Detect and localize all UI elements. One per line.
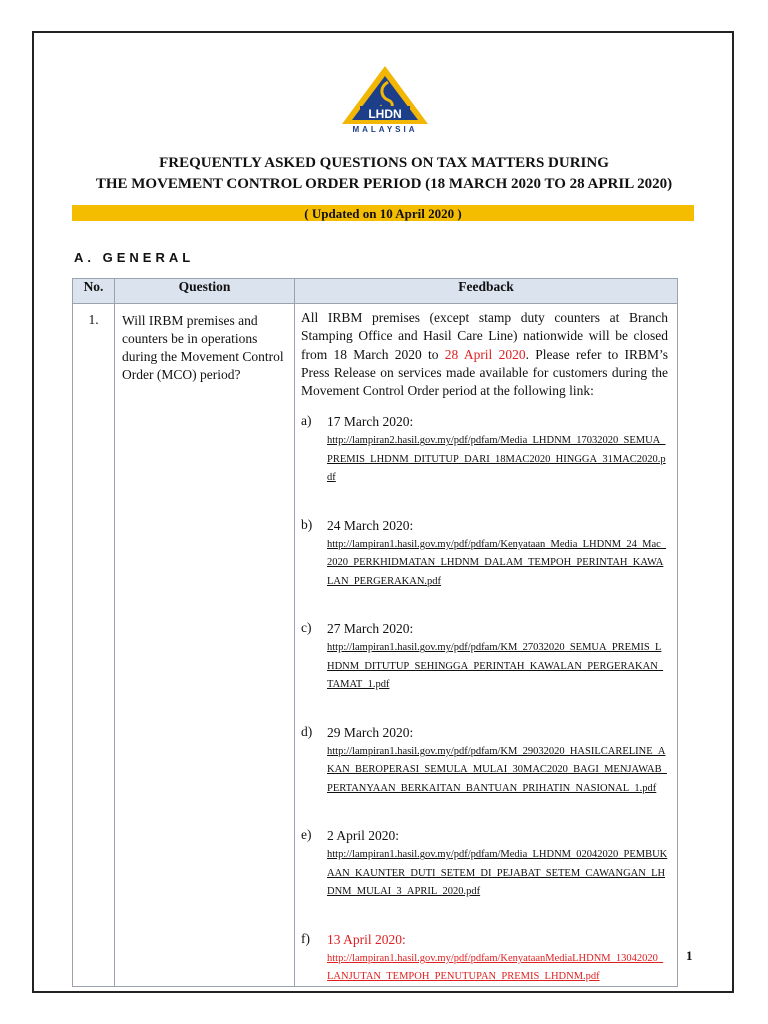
item-letter: e) <box>301 827 312 843</box>
updated-banner: ( Updated on 10 April 2020 ) <box>72 205 694 221</box>
table-header-row <box>73 279 678 304</box>
faq-table <box>72 278 678 987</box>
item-date: 27 March 2020: <box>327 621 414 637</box>
item-date: 29 March 2020: <box>327 724 414 740</box>
list-item <box>301 620 668 694</box>
list-item <box>301 413 668 487</box>
feedback-intro <box>301 309 668 400</box>
item-date: 2 April 2020: <box>327 828 400 844</box>
item-link[interactable]: http://lampiran1.hasil.gov.my/pdf/pdfam/KM_27032020_SEMUA_PREMIS_LHDNM_DITUTUP_SEHINGGA_PERINTAH_KAWALAN_PERGERAKAN_TAMAT_1.pdf <box>327 642 664 691</box>
page-number: 1 <box>686 948 693 963</box>
intro-text-after: . Please refer to IRBM’s Press Release on services made available for customers during the Movement Control Order period at the following link: <box>301 346 668 399</box>
intro-highlight-date: 28 April 2020 <box>444 346 526 362</box>
intro-text-before: All IRBM premises (except stamp duty counters at Branch Stamping Office and Hasil Care Line) nationwide will be closed from 18 March 2020 to <box>301 310 668 362</box>
list-item <box>301 517 668 591</box>
item-date: 17 March 2020: <box>327 414 414 430</box>
header-question: Question <box>115 279 295 304</box>
item-letter: d) <box>301 723 313 739</box>
item-link[interactable]: http://lampiran1.hasil.gov.my/pdf/pdfam/KM_29032020_HASILCARELINE_AKAN_BEROPERASI_SEMULA_MULAI_30MAC2020_BAGI_MENJAWAB_PERTANYAAN_BERKAITAN_BANTUAN_PRIHATIN_NASIONAL_1.pdf <box>327 745 667 794</box>
item-letter: b) <box>301 516 313 532</box>
header-feedback: Feedback <box>295 279 678 304</box>
page-title-line2: THE MOVEMENT CONTROL ORDER PERIOD (18 MARCH 2020 TO 28 APRIL 2020) <box>95 176 673 192</box>
item-link[interactable]: http://lampiran2.hasil.gov.my/pdf/pdfam/Media_LHDNM_17032020_SEMUA_PREMIS_LHDNM_DITUTUP_DARI_18MAC2020_HINGGA_31MAC2020.pdf <box>327 435 666 484</box>
item-date: 24 March 2020: <box>327 517 414 533</box>
item-letter: f) <box>301 930 310 946</box>
table-row <box>73 304 678 987</box>
row-question: Will IRBM premises and counters be in operations during the Movement Control Order (MCO) period? <box>115 304 295 987</box>
row-number: 1. <box>73 304 115 987</box>
item-date: 13 April 2020: <box>327 931 406 947</box>
row-feedback <box>295 304 678 987</box>
item-link[interactable]: http://lampiran1.hasil.gov.my/pdf/pdfam/Media_LHDNM_02042020_PEMBUKAAN_KAUNTER_DUTI_SETEM_DI_PEJABAT_SETEM_CAWANGAN_LHDNM_MULAI_3_APRIL_2020.pdf <box>327 849 668 898</box>
item-link[interactable]: http://lampiran1.hasil.gov.my/pdf/pdfam/KenyataanMediaLHDNM_13042020_LANJUTAN_TEMPOH_PENUTUPAN_PREMIS_LHDNM.pdf <box>327 952 664 983</box>
item-link[interactable]: http://lampiran1.hasil.gov.my/pdf/pdfam/Kenyataan_Media_LHDNM_24_Mac_2020_PERKHIDMATAN_LHDNM_DALAM_TEMPOH_PERINTAH_KAWALAN_PERGERAKAN.pdf <box>327 538 667 587</box>
header-no: No. <box>73 279 115 304</box>
item-letter: a) <box>301 413 312 429</box>
list-item <box>301 827 668 901</box>
page-title-line1: FREQUENTLY ASKED QUESTIONS ON TAX MATTERS DURING <box>159 155 609 171</box>
item-letter: c) <box>301 620 312 636</box>
list-item <box>301 724 668 798</box>
logo-brand: LHDN <box>368 107 402 121</box>
list-item <box>301 931 668 986</box>
section-heading: A. GENERAL <box>74 250 195 265</box>
logo-country: MALAYSIA <box>352 125 418 134</box>
